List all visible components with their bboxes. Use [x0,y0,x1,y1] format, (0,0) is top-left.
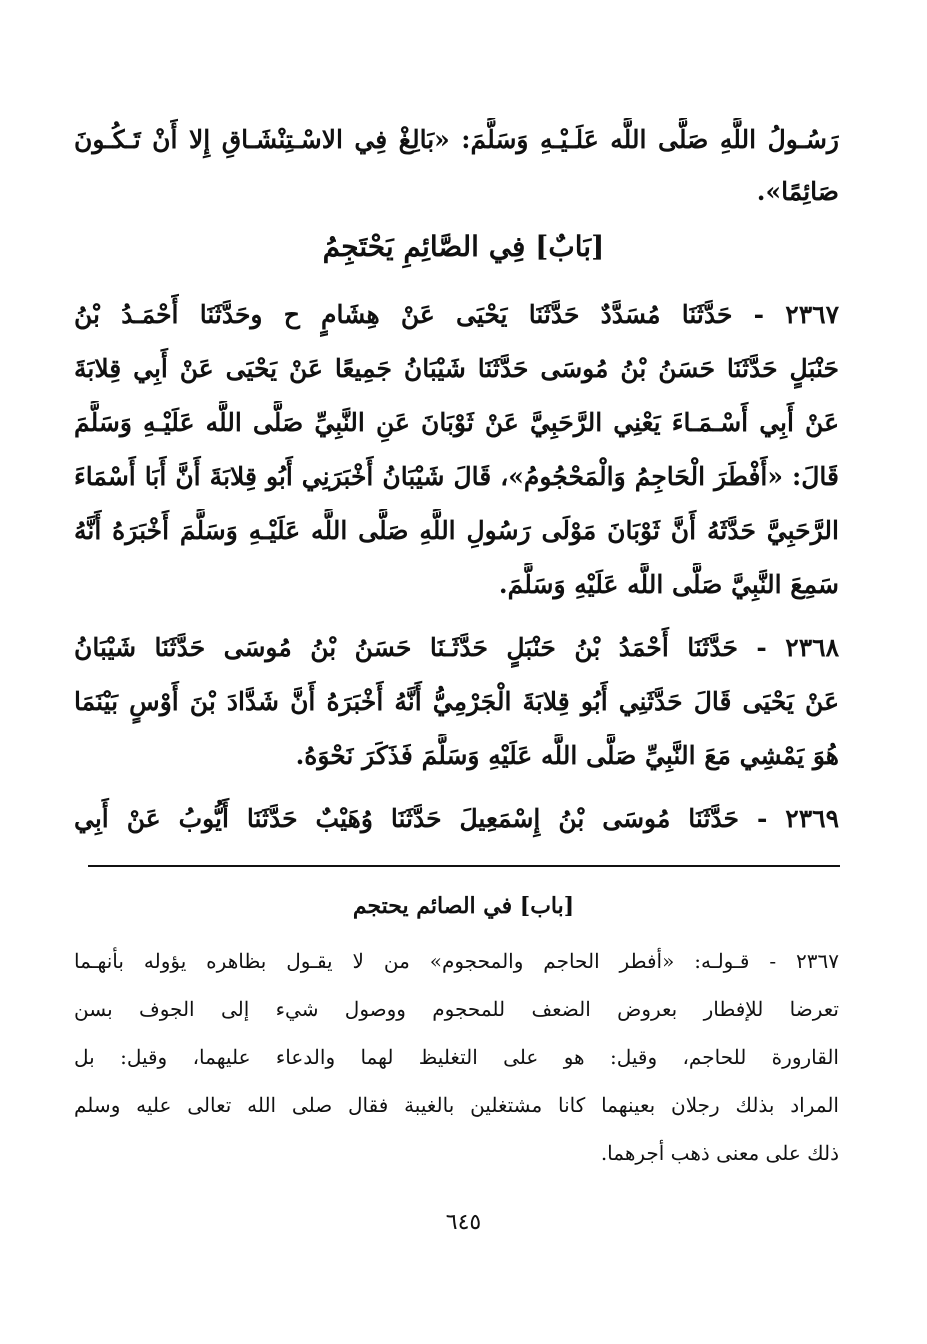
main-text-line: رَسُـولُ اللَّهِ صَلَّى اللَّه عَلَـيْـهِ وَسَلَّمَ: «بَالِغْ فِي الاسْـتِنْشَـاقِ إِلا أَنْ تَـكُـونَ [74,125,839,154]
footnote-divider [88,865,840,867]
hadith-line: هُوَ يَمْشِي مَعَ النَّبِيِّ صَلَّى اللَّه عَلَيْهِ وَسَلَّمَ فَذَكَرَ نَحْوَهُ. [295,741,839,770]
hadith-line: عَنْ أَبِي أَسْـمَـاءَ يَعْنِي الرَّحَبِيَّ عَنْ ثَوْبَانَ عَنِ النَّبِيِّ صَلَّى اللَّه عَلَيْـهِ وَسَلَّمَ [74,408,839,437]
commentary-line: المراد بذلك رجلان بعينهما كانا مشتغلين بالغيبة فقال صلى الله تعالى عليه وسلم [74,1093,839,1117]
page-number: ٦٤٥ [445,1210,482,1235]
commentary-line: ذلك على معنى ذهب أجرهما. [600,1141,839,1165]
hadith-line: قَالَ: «أَفْطَرَ الْحَاجِمُ وَالْمَحْجُومُ»، قَالَ شَيْبَانُ أَخْبَرَنِي أَبُو قِلابَةَ أَنَّ أَبَا أَسْمَاءَ [74,462,839,491]
hadith-line: ٢٣٦٧ - حَدَّثَنَا مُسَدَّدٌ حَدَّثَنَا يَحْيَى عَنْ هِشَامٍ ح وحَدَّثَنَا أَحْمَـدُ بْنُ [74,300,839,329]
hadith-line: سَمِعَ النَّبِيَّ صَلَّى اللَّه عَلَيْهِ وَسَلَّمَ. [498,570,839,599]
commentary-line: تعرضا للإفطار بعروض الضعف للمحجوم ووصول شيء إلى الجوف بسن [74,997,839,1021]
commentary-line: القارورة للحاجم، وقيل: هو على التغليظ لهما والدعاء عليهما، وقيل: بل [74,1045,839,1069]
commentary-line: ٢٣٦٧ - قـولـه: «أفطر الحاجم والمحجوم» من لا يقـول بظاهره يؤوله بأنهـما [74,949,839,973]
chapter-heading: [بَابٌ] فِي الصَّائِمِ يَحْتَجِمُ [322,230,605,263]
main-text-line: صَائِمًا». [756,177,839,206]
commentary-heading: [باب] في الصائم يحتجم [352,893,575,919]
hadith-line: الرَّحَبِيَّ حَدَّثَهُ أَنَّ ثَوْبَانَ مَوْلَى رَسُولِ اللَّهِ صَلَّى اللَّه عَلَيْـهِ وَسَلَّمَ أَخْبَرَهُ أَنَّهُ [74,516,839,545]
hadith-line: ٢٣٦٩ - حَدَّثَنَا مُوسَى بْنُ إِسْمَعِيلَ حَدَّثَنَا وُهَيْبٌ حَدَّثَنَا أَيُّوبُ عَنْ أَبِي [74,804,839,833]
hadith-line: حَنْبَلٍ حَدَّثَنَا حَسَنُ بْنُ مُوسَى حَدَّثَنَا شَيْبَانُ جَمِيعًا عَنْ يَحْيَى عَنْ أَبِي قِلابَةَ [74,354,839,383]
hadith-line: ٢٣٦٨ - حَدَّثَنَا أَحْمَدُ بْنُ حَنْبَلٍ حَدَّثَـنَا حَسَنُ بْنُ مُوسَى حَدَّثَنَا شَيْبَانُ [74,633,839,662]
hadith-line: عَنْ يَحْيَى قَالَ حَدَّثَنِي أَبُو قِلابَةَ الْجَرْمِيُّ أَنَّهُ أَخْبَرَهُ أَنَّ شَدَّادَ بْنَ أَوْسٍ بَيْنَمَا [74,687,839,716]
